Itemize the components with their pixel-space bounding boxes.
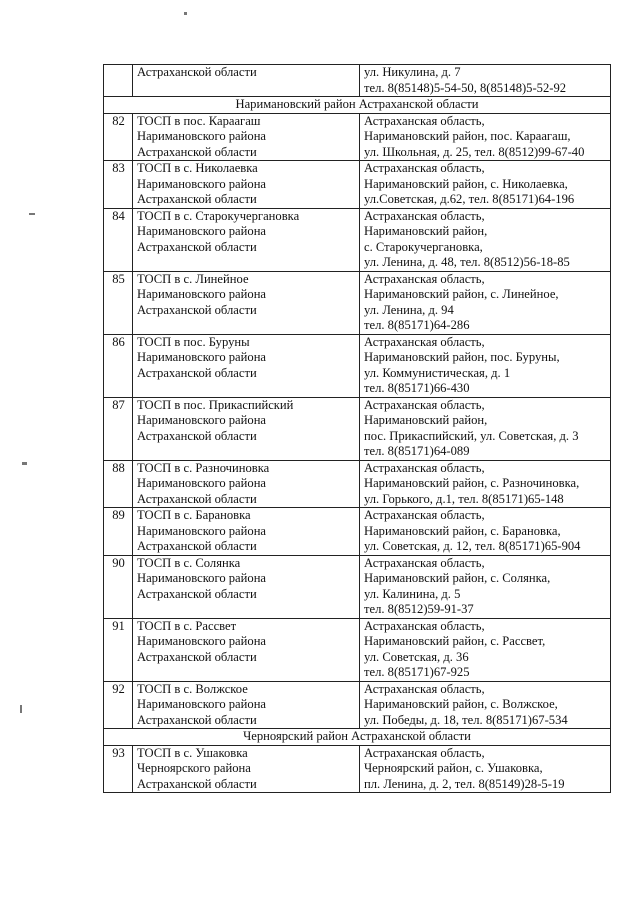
name-line: Астраханской области — [137, 428, 257, 443]
address-line: Наримановский район, с. Разночиновка, — [364, 476, 580, 490]
row-name — [133, 508, 360, 556]
address-line: ул. Калинина, д. 5 — [364, 586, 461, 601]
address-line: Астраханская область, — [364, 508, 485, 522]
row-number: 90 — [104, 555, 133, 618]
row-number: 84 — [104, 208, 133, 271]
name-line: ТОСП в с. Солянка — [137, 555, 241, 570]
address-line: Астраханская область, — [364, 161, 485, 175]
name-line: Астраханской области — [137, 491, 257, 506]
address-line: с. Старокучергановка, — [364, 239, 483, 254]
address-line: Наримановский район, с. Линейное, — [364, 287, 559, 301]
row-number: 89 — [104, 508, 133, 556]
row-number: 93 — [104, 745, 133, 793]
row-address — [360, 555, 611, 618]
section-header-row — [104, 97, 611, 114]
address-line: Наримановский район, с. Рассвет, — [364, 634, 546, 648]
scan-speck — [184, 12, 187, 15]
table-row — [104, 113, 611, 161]
section-header-row — [104, 729, 611, 746]
name-line: ТОСП в с. Ушаковка — [137, 745, 248, 760]
address-line: тел. 8(85171)67-925 — [364, 665, 470, 679]
address-line: Наримановский район, с. Николаевка, — [364, 176, 568, 191]
name-line: Астраханской области — [137, 776, 257, 791]
row-name — [133, 65, 360, 97]
section-title: Наримановский район Астраханской области — [104, 97, 611, 114]
name-line: Астраханской области — [137, 539, 257, 553]
name-line: Наримановского района — [137, 129, 267, 143]
address-line: Астраханская область, — [364, 113, 485, 128]
row-address — [360, 745, 611, 793]
row-number: 85 — [104, 271, 133, 334]
row-number — [104, 65, 133, 97]
scan-speck — [22, 462, 27, 465]
row-number: 82 — [104, 113, 133, 161]
name-line: Астраханской области — [137, 65, 257, 79]
address-line: тел. 8(85171)64-089 — [364, 444, 470, 458]
address-line: пл. Ленина, д. 2, тел. 8(85149)28-5-19 — [364, 776, 565, 791]
row-address — [360, 65, 611, 97]
address-line: ул. Ленина, д. 94 — [364, 302, 454, 317]
row-name — [133, 271, 360, 334]
address-line: Наримановский район, — [364, 413, 488, 427]
row-address — [360, 161, 611, 209]
name-line: Астраханской области — [137, 239, 257, 254]
name-line: ТОСП в пос. Прикаспийский — [137, 397, 294, 412]
row-address — [360, 397, 611, 460]
name-line: ТОСП в с. Волжское — [137, 681, 248, 696]
address-line: Астраханская область, — [364, 208, 485, 223]
table-row — [104, 65, 611, 97]
name-line: ТОСП в с. Старокучергановка — [137, 208, 300, 223]
address-line: ул. Никулина, д. 7 — [364, 65, 461, 79]
address-line: тел. 8(85171)66-430 — [364, 381, 470, 395]
name-line: Астраханской области — [137, 365, 257, 380]
address-line: Астраханская область, — [364, 618, 485, 633]
row-name — [133, 113, 360, 161]
address-line: ул. Победы, д. 18, тел. 8(85171)67-534 — [364, 712, 568, 727]
address-line: Наримановский район, с. Солянка, — [364, 571, 551, 585]
address-line: пос. Прикаспийский, ул. Советская, д. 3 — [364, 428, 579, 443]
row-number: 92 — [104, 681, 133, 729]
name-line: Наримановского района — [137, 476, 267, 490]
name-line: Наримановского района — [137, 571, 267, 585]
row-number: 91 — [104, 618, 133, 681]
address-line: Наримановский район, с. Волжское, — [364, 697, 558, 711]
address-line: Черноярский район, с. Ушаковка, — [364, 761, 543, 775]
address-line: Наримановский район, с. Барановка, — [364, 523, 561, 538]
table-row — [104, 161, 611, 209]
name-line: ТОСП в с. Разночиновка — [137, 460, 270, 475]
address-line: Астраханская область, — [364, 745, 485, 760]
row-name — [133, 397, 360, 460]
address-line: Астраханская область, — [364, 555, 485, 570]
name-line: ТОСП в пос. Караагаш — [137, 113, 261, 128]
name-line: Астраханской области — [137, 712, 257, 727]
name-line: Астраханской области — [137, 144, 257, 159]
address-line: тел. 8(8512)59-91-37 — [364, 602, 474, 616]
address-line: Астраханская область, — [364, 460, 485, 475]
row-name — [133, 745, 360, 793]
row-address — [360, 271, 611, 334]
table-row — [104, 618, 611, 681]
name-line: ТОСП в с. Линейное — [137, 271, 249, 286]
address-line: Наримановский район, пос. Караагаш, — [364, 129, 571, 143]
row-address — [360, 334, 611, 397]
name-line: Астраханской области — [137, 649, 257, 664]
row-name — [133, 161, 360, 209]
name-line: Астраханской области — [137, 302, 257, 317]
address-line: ул. Школьная, д. 25, тел. 8(8512)99-67-40 — [364, 144, 585, 159]
row-address — [360, 460, 611, 508]
name-line: Наримановского района — [137, 697, 267, 711]
name-line: Наримановского района — [137, 523, 267, 538]
name-line: ТОСП в с. Николаевка — [137, 161, 258, 175]
table-row — [104, 745, 611, 793]
row-name — [133, 555, 360, 618]
row-name — [133, 334, 360, 397]
name-line: Наримановского района — [137, 176, 267, 191]
table-row — [104, 397, 611, 460]
address-line: ул. Горького, д.1, тел. 8(85171)65-148 — [364, 491, 564, 506]
name-line: Наримановского района — [137, 350, 267, 364]
name-line: Астраханской области — [137, 192, 257, 206]
row-address — [360, 208, 611, 271]
table-row — [104, 508, 611, 556]
address-line: ул.Советская, д.62, тел. 8(85171)64-196 — [364, 192, 575, 206]
name-line: ТОСП в с. Барановка — [137, 508, 251, 522]
name-line: Астраханской области — [137, 586, 257, 601]
table-row — [104, 555, 611, 618]
row-name — [133, 208, 360, 271]
name-line: ТОСП в пос. Буруны — [137, 334, 250, 349]
address-line: ул. Коммунистическая, д. 1 — [364, 365, 511, 380]
row-address — [360, 618, 611, 681]
name-line: Наримановского района — [137, 413, 267, 427]
row-name — [133, 618, 360, 681]
scan-speck — [29, 213, 35, 215]
address-line: Наримановский район, — [364, 224, 488, 238]
row-number: 88 — [104, 460, 133, 508]
row-number: 86 — [104, 334, 133, 397]
address-line: Астраханская область, — [364, 397, 485, 412]
name-line: Наримановского района — [137, 224, 267, 238]
name-line: ТОСП в с. Рассвет — [137, 618, 237, 633]
address-line: Астраханская область, — [364, 271, 485, 286]
row-number: 87 — [104, 397, 133, 460]
address-line: тел. 8(85171)64-286 — [364, 318, 470, 332]
name-line: Наримановского района — [137, 634, 267, 648]
name-line: Черноярского района — [137, 761, 251, 775]
scan-speck — [20, 705, 22, 713]
table-row — [104, 208, 611, 271]
row-address — [360, 681, 611, 729]
address-line: ул. Советская, д. 12, тел. 8(85171)65-904 — [364, 539, 581, 553]
table-row — [104, 460, 611, 508]
section-title: Черноярский район Астраханской области — [104, 729, 611, 746]
row-name — [133, 681, 360, 729]
address-line: Астраханская область, — [364, 334, 485, 349]
address-line: Наримановский район, пос. Буруны, — [364, 350, 560, 364]
row-name — [133, 460, 360, 508]
address-line: тел. 8(85148)5-54-50, 8(85148)5-52-92 — [364, 80, 567, 95]
table-row — [104, 681, 611, 729]
name-line: Наримановского района — [137, 287, 267, 301]
row-address — [360, 508, 611, 556]
address-line: ул. Советская, д. 36 — [364, 649, 469, 664]
row-address — [360, 113, 611, 161]
row-number: 83 — [104, 161, 133, 209]
table-row — [104, 271, 611, 334]
table-row — [104, 334, 611, 397]
address-line: Астраханская область, — [364, 681, 485, 696]
address-line: ул. Ленина, д. 48, тел. 8(8512)56-18-85 — [364, 255, 570, 269]
organizations-table — [103, 64, 611, 793]
